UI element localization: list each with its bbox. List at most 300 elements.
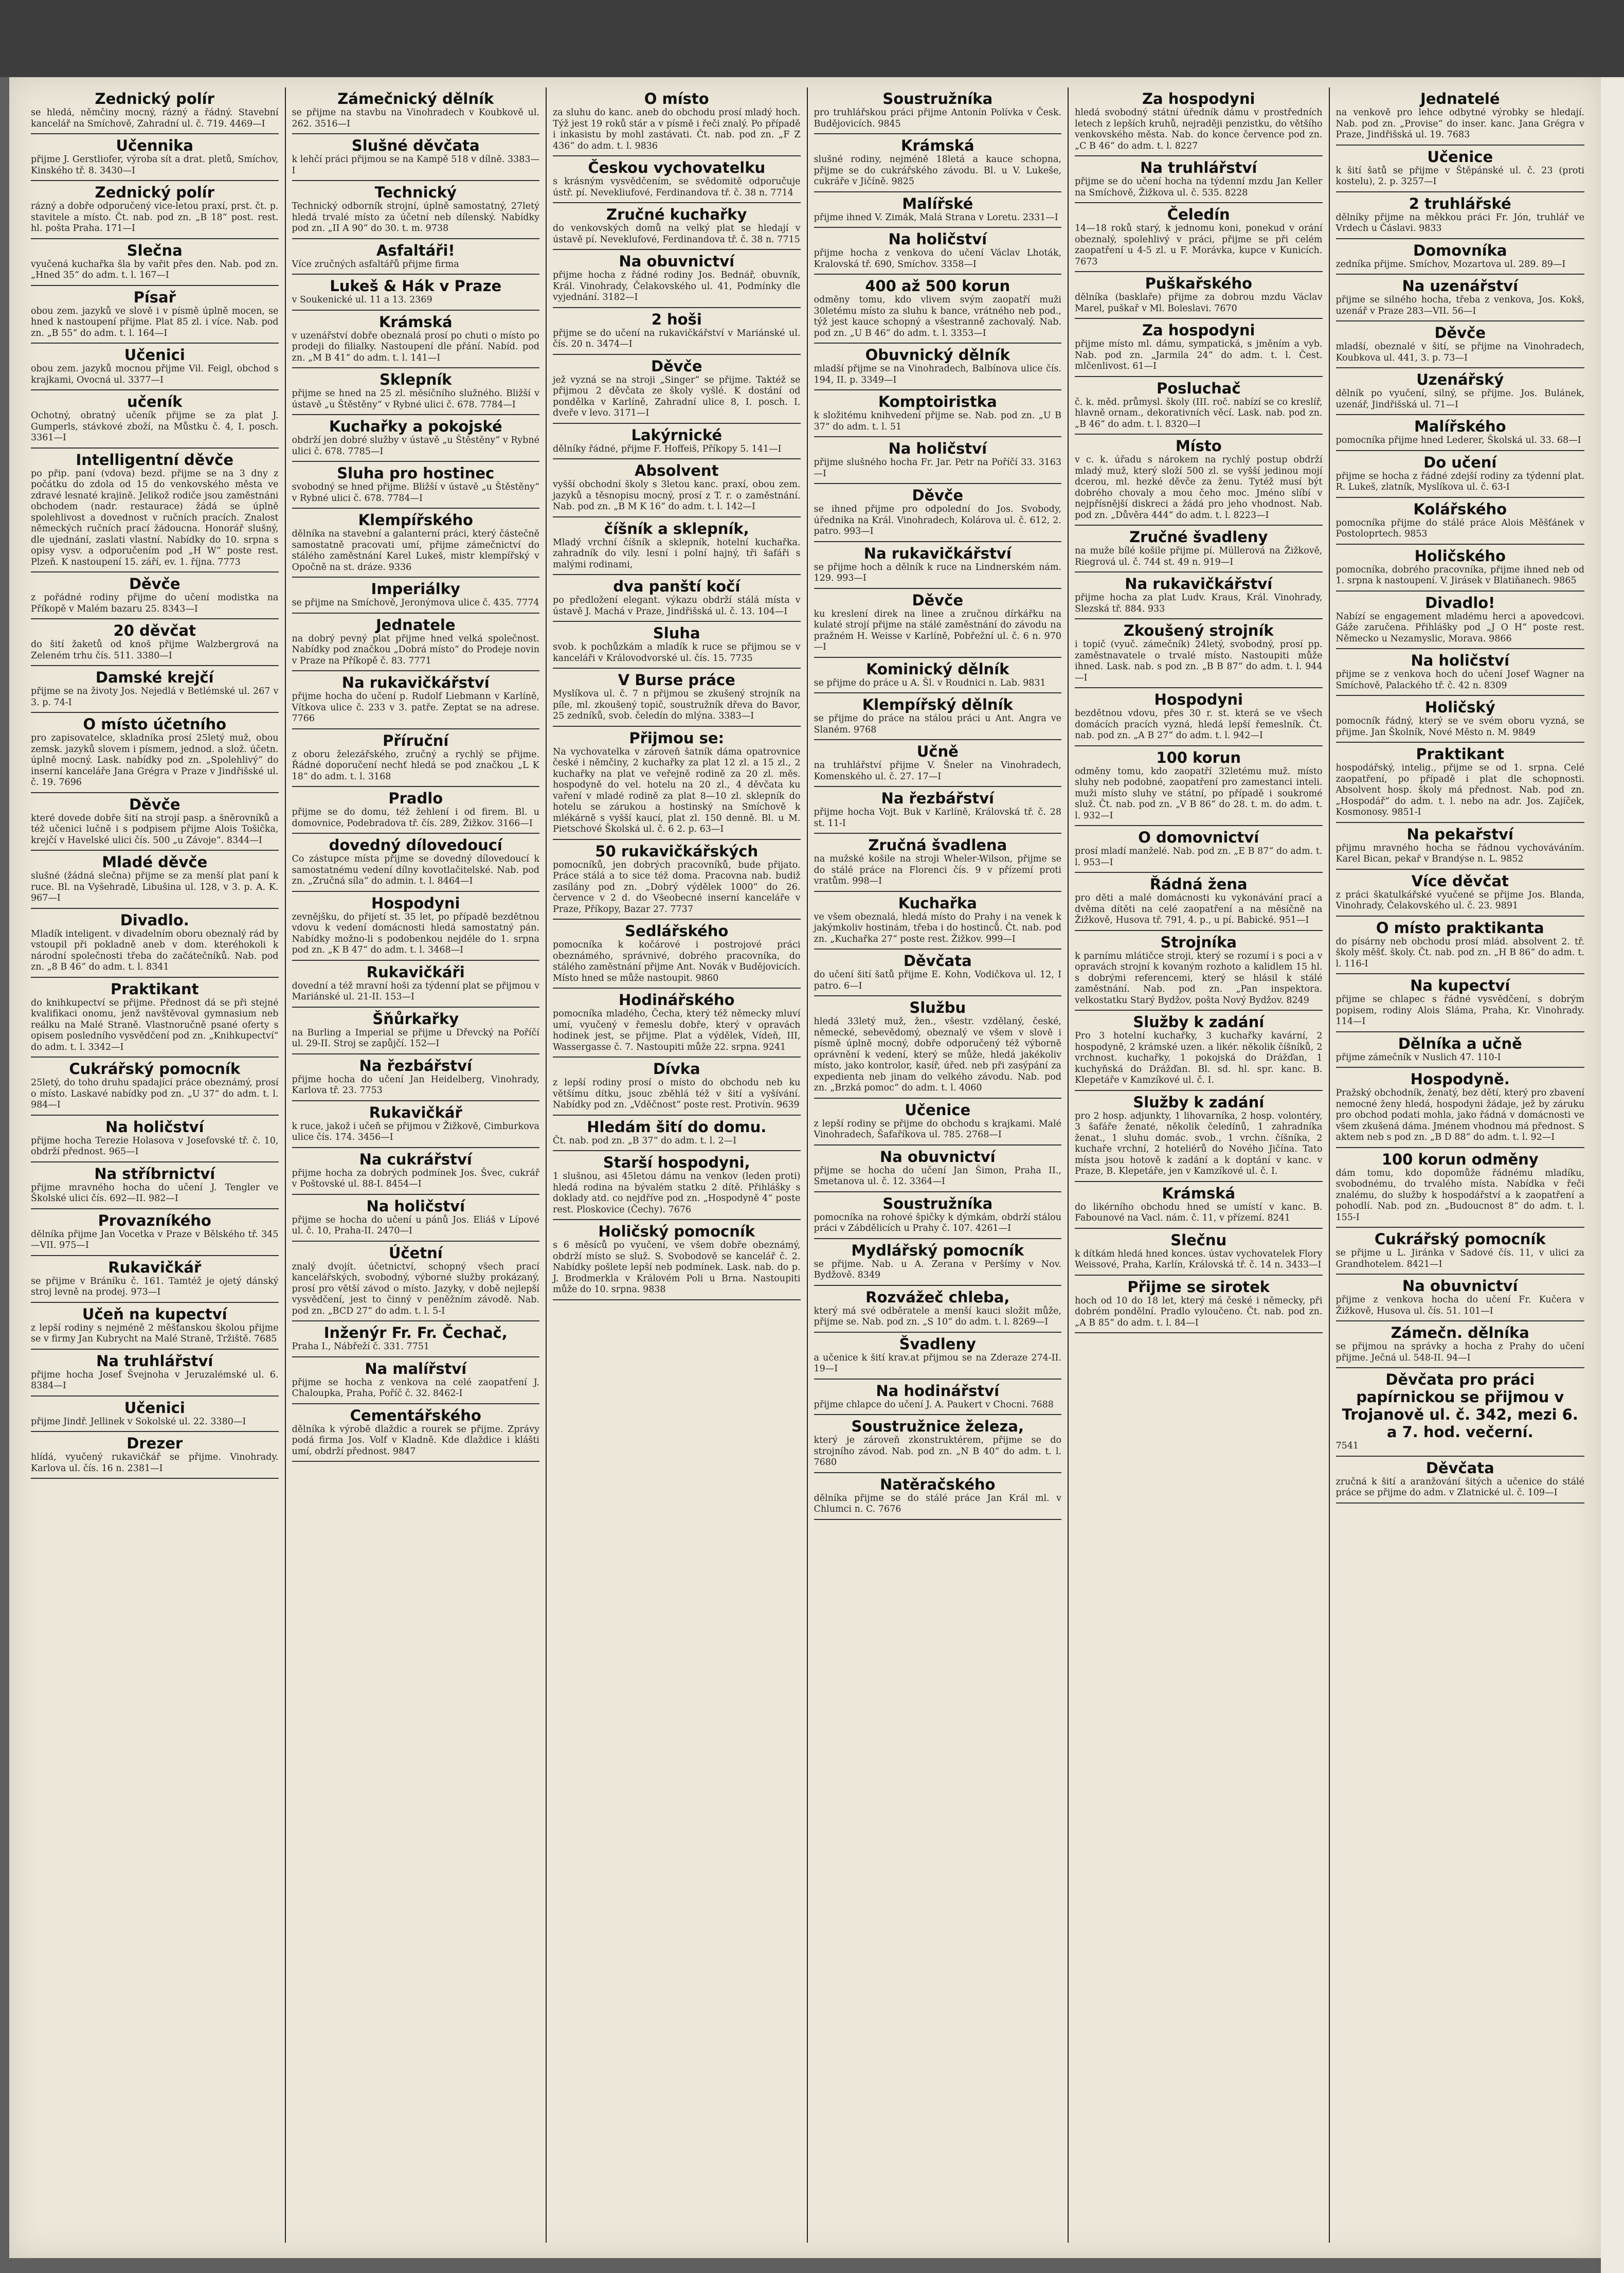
classified-ad xyxy=(1075,156,1323,203)
adjacent-page-edge xyxy=(1601,77,1624,2273)
ad-body: k parnímu mlátičce stroji, který se rozumí i s poci a v opravách strojní k kovaným rozhoto a kalidlem 15 hl. s dobrými referencemi, který se hlásil k stálé zaměstnání. Nab. pod zn. „Pan inspektora. velkostatku Starý Bydžov, pošta Nový Bydžov. 8249 xyxy=(1075,951,1323,1006)
classified-ad xyxy=(1075,931,1323,1011)
ad-heading: O domovnictví xyxy=(1138,829,1259,846)
ad-heading: dva panští kočí xyxy=(613,578,741,595)
ad-body: dělníka (basklaře) přijme za dobrou mzdu Václav Marel, puškař v Ml. Boleslavi. 7670 xyxy=(1075,292,1323,314)
ad-body: přijme se do učení hocha na týdenní mzdu Jan Keller na Smíchově, Žižkova ul. č. 535. 8228 xyxy=(1075,176,1323,198)
classified-ad xyxy=(1336,239,1585,275)
classified-ad xyxy=(1336,743,1585,823)
classified-ad xyxy=(1075,435,1323,526)
ad-heading: Na holičství xyxy=(105,1118,204,1136)
classified-ad xyxy=(31,572,279,619)
ad-body: vyučená kuchařka šla by vařit přes den. Nab. pod zn. „Hned 35“ do adm. t. l. 167—I xyxy=(31,259,279,280)
ad-heading: Strojníka xyxy=(1160,933,1237,951)
classified-ad xyxy=(553,459,801,517)
ad-body: který má své odběratele a menší kauci složit může, přijme se. Nab. pod zn. „S 10“ do adm. t. l. 8269—I xyxy=(814,1305,1061,1327)
classified-ad xyxy=(1336,192,1585,239)
ad-heading: Učenice xyxy=(905,1101,971,1119)
ad-heading: Na řezbářství xyxy=(359,1057,472,1075)
ad-heading: Českou vychovatelku xyxy=(588,159,766,176)
ad-heading: Sluha xyxy=(653,624,700,642)
ad-heading: Na truhlářství xyxy=(96,1352,213,1370)
ad-body: z lepší rodiny se přijme do obchodu s krajkami. Malé Vinohradech, Šafaříkova ul. 785. 2768—I xyxy=(814,1118,1061,1140)
ad-body: hoch od 10 do 18 let, který má české i německy, při dobrém pondělní. Pradlo vyloučeno. Čt. nab. pod zn. „A B 85“ do adm. t. l. 84—I xyxy=(1075,1295,1323,1328)
classified-ad xyxy=(292,961,540,1008)
ad-body: na dobrý pevný plat přijme hned velká společnost. Nabídky pod značkou „Dobrá místo“ do Prodeje novin v Praze na Příkopě č. 83. 7771 xyxy=(292,633,539,666)
classified-ad xyxy=(553,727,801,840)
ad-body: dělníka přijme Jan Vocetka v Praze v Bělského tř. 345—VII. 975—I xyxy=(31,1229,279,1250)
ad-body: se hledá, němčiny mocný, rázný a řádný. Stavební kancelář na Smíchově, Zahradní ul. č. 719. 4469—I xyxy=(31,108,279,129)
ad-heading: dovedný dílovedoucí xyxy=(329,836,502,854)
ad-body: vyšší obchodní školy s 3letou kanc. praxí, obou zem. jazyků a těsnopisu mocný, prosí z T. r. o zaměstnání. Nab. pod zn. „B M K 16“ do adm. t. l. 142—I xyxy=(553,479,801,512)
ad-heading: Řádná žena xyxy=(1149,875,1248,893)
ad-heading: Učenici xyxy=(124,346,185,364)
ad-body: obou zem. jazyků ve slově i v písmě úplně mocen, se hned k nastoupení přijme. Plat 85 zl. i více. Nab. pod zn. „B 55“ do adm. t. l. 164—I xyxy=(31,306,279,338)
classified-ad xyxy=(292,239,540,275)
ad-body: Více zručných asfaltářů přijme firma xyxy=(292,259,459,270)
ad-body: z pořádné rodiny přijme do učení modistka na Příkopě v Malém bazaru 25. 8343—I xyxy=(31,593,279,614)
classified-ad xyxy=(814,275,1062,344)
ad-body: přijme se hocha z řádné zdejší rodiny za týdenní plat. R. Lukeš, zlatník, Myslíkova ul. č. 63-I xyxy=(1336,471,1584,492)
ad-body: dělníka přijme se do stálé práce Jan Král ml. v Chlumci n. C. 7676 xyxy=(814,1493,1061,1514)
ad-body: se přijme. Nab. u A. Zerana v Peršímy v Nov. Bydžově. 8349 xyxy=(814,1259,1061,1280)
ad-heading: Děvče xyxy=(651,357,702,375)
ad-body: přijme hocha za dobrých podmínek Jos. Švec, cukrář v Poštovské ul. 88-I. 8454—I xyxy=(292,1168,539,1189)
ad-body: ve všem obeznalá, hledá místo do Prahy i na venek k jakýmkoliv hostinám, třeba i do hostinců. Čt. nab. pod zn. „Kuchařka 27“ poste rest. Žižkov. 999—I xyxy=(814,911,1061,944)
classified-ad xyxy=(1075,87,1323,156)
ad-heading: Šňůrkařky xyxy=(372,1010,459,1028)
classified-ad xyxy=(1336,974,1585,1032)
ad-heading: Na malířství xyxy=(365,1359,467,1377)
ad-body: dělníky přijme na měkkou práci Fr. Jón, truhlář ve Vrdech u Čáslavi. 9833 xyxy=(1336,212,1584,234)
ad-body: Myslíkova ul. č. 7 n přijmou se zkušený strojník na píle, ml. zkoušený topič, soustružník dřeva do Bavor, 25 zedníků, svob. čeledín do mlýna. 3383—I xyxy=(553,689,801,721)
classified-ad xyxy=(553,156,801,203)
ad-body: pro děti a malé domácnosti ku vykonávání prací a dvěma dítěti na celé zaopatření a na měsíčně na Žižkově, Husova tř. 791, 4. p., u pí. Babické. 951—I xyxy=(1075,893,1323,925)
ad-body: bezdětnou vdovu, přes 30 r. st. která se ve všech domácích pracích vyzná, hledá lepší řemeslník. Čt. nab. pod zn. „A B 27“ do adm. t. l. 942—I xyxy=(1075,708,1323,741)
ad-heading: Slečna xyxy=(127,241,183,259)
ad-heading: Na řezbářství xyxy=(881,790,994,807)
ad-heading: Přijmou se: xyxy=(629,729,725,747)
ad-heading: Více děvčat xyxy=(1411,872,1509,890)
ad-heading: Lukeš & Hák v Praze xyxy=(330,277,502,295)
ad-heading: Hospodyně. xyxy=(1410,1070,1510,1088)
ad-heading: Drezer xyxy=(127,1435,183,1452)
ad-body: přijme J. Gerstliofer, výroba sít a drat. pletů, Smíchov, Kinského tř. 8. 3430—I xyxy=(31,154,279,176)
ad-body: odměny tomu, kdo zaopatří 32letému muž. místo sluhy neb podobné, zaopatření pro zamestanci inteli. muži místo sluhy ve státní, po případě i soukromé služ. Čt. nab. pod zn. „V B 86“ do 28. t. m. do adm. t. l. 932—I xyxy=(1075,766,1323,821)
ad-heading: Místo xyxy=(1175,437,1222,455)
ad-body: přijme zámečník v Nuslich 47. 110-I xyxy=(1336,1052,1501,1063)
ad-body: v uzenářství dobře obeznalá prosí po chuti o místo po prodeji do filialky. Nastoupení dle přání. Nabíd. pod zn. „M B 41“ do adm. t. l. 141—I xyxy=(292,330,539,363)
ad-body: z oboru železářského, zručný a rychlý se přijme. Řádné doporučení nechť hledá se pod značkou „L K 18“ do adm. t. l. 3168 xyxy=(292,749,539,782)
ad-body: se přijmou na správky a hocha z Prahy do učení přijme. Ječná ul. 548-II. 94—I xyxy=(1336,1341,1584,1363)
classified-ad xyxy=(292,787,540,834)
ad-heading: Na holičství xyxy=(366,1197,465,1215)
ad-body: k lehčí práci přijmou se na Kampě 518 v dílně. 3383—I xyxy=(292,154,539,176)
ad-heading: Přijme se sirotek xyxy=(1127,1278,1270,1296)
ad-body: Mladý vrchní číšník a sklepník, hotelní kuchařka. zahradník do vily. lesní i polní hajný, tři šafáři s malými rodinami, xyxy=(553,537,801,570)
ad-body: svobodný se hned přijme. Bližší v ústavě „u Štěstěny“ v Rybné ulici č. 678. 7784—I xyxy=(292,482,539,504)
classified-ad xyxy=(1075,746,1323,827)
classified-ad xyxy=(1336,1148,1585,1228)
classified-ad xyxy=(814,542,1062,589)
classified-ad xyxy=(1075,1276,1323,1334)
classified-ad xyxy=(31,390,279,449)
ad-body: dělník po vyučení, silný, se přijme. Jos. Bulánek, uzenář, Jindřišská ul. 71—I xyxy=(1336,388,1584,410)
ad-body: mladší přijme se na Vinohradech, Balbínova ulice čís. 194, II. p. 3349—I xyxy=(814,364,1061,385)
classified-ad xyxy=(1336,368,1585,415)
ad-body: do učení šití šatů přijme E. Kohn, Vodičkova ul. 12, I patro. 6—I xyxy=(814,970,1061,991)
ad-body: přijme se hocha do učení u pánů Jos. Eliáš v Lípové ul. č. 10, Praha-II. 2470—I xyxy=(292,1214,539,1236)
ad-heading: Divadlo. xyxy=(120,911,189,929)
ad-body: zručná k šití a aranžování šitých a učenice do stálé práce se přijme do adm. v Zlatnické ul. č. 109—I xyxy=(1336,1476,1584,1498)
classified-ad xyxy=(31,1432,279,1479)
ad-heading: Obuvnický dělník xyxy=(865,346,1010,364)
classified-ad xyxy=(31,666,279,713)
ad-body: hledá 33letý muž, žen., všestr. vzdělaný, české, německé, sebevědomý, obeznalý ve všem v slově i písmě úplně mocný, dobře odporučený též výborně oprávnění k vedení, který se může, hledá jakékoliv místo, jako kontrolor, kasíř, úřed. neb při zasýpání za expedienta neb jinam do velkého závodu. Nab. pod zn. „Brzká pomoc“ do adm. t. l. 4060 xyxy=(814,1016,1061,1093)
ad-body: s 6 měsíců po vyučení, ve všem dobře obeznámý, obdrží místo se služ. S. Svobodově se kancelář č. 2. Nabídky pošlete lepší neb podmínek. Lask. nab. do p. J. Brodmerkla v Královém Poli u Brna. Nastoupiti může do 10. srpna. 9838 xyxy=(553,1240,801,1295)
ad-body: Pro 3 hotelní kuchařky, 3 kuchařky kavární, 2 hospodyně, 2 krámské uzen. a likér. několik číšníků, 2 vrchnost. kuchařky, 1 pokojská do Drážďan, 1 kuchyňská do Drážďan. Bl. sd. hl. spr. kanc. B. Klepetáře v Kamzíkové ul. č. I. xyxy=(1075,1031,1323,1085)
classified-ad xyxy=(1075,1091,1323,1182)
classified-ad xyxy=(31,793,279,851)
ad-heading: 50 rukavičkářských xyxy=(595,842,759,860)
classified-ad xyxy=(1075,319,1323,377)
classified-ad xyxy=(814,134,1062,192)
classified-ad xyxy=(814,390,1062,437)
ad-heading: Dělníka a učně xyxy=(1398,1034,1522,1052)
classified-ad xyxy=(553,1116,801,1152)
ad-heading: Na obuvnictví xyxy=(1402,1277,1518,1295)
ad-heading: Hospodyni xyxy=(1154,691,1243,708)
ad-heading: Jednatelé xyxy=(1420,90,1500,108)
ad-heading: Soustružnice železa, xyxy=(851,1418,1024,1435)
classified-ad xyxy=(1336,823,1585,870)
classified-ad xyxy=(814,950,1062,996)
ad-body: k složitému knihvedení přijme se. Nab. pod zn. „U B 37“ do adm. t. l. 51 xyxy=(814,410,1061,432)
ad-heading: Učně xyxy=(916,743,959,760)
classified-ad xyxy=(814,787,1062,834)
ad-body: 7541 xyxy=(1336,1441,1359,1451)
classified-ad xyxy=(553,1151,801,1220)
ad-heading: 100 korun odměny xyxy=(1381,1150,1539,1168)
classified-ad xyxy=(292,578,540,614)
classified-ad xyxy=(1336,870,1585,917)
ad-body: pomocníka mladého, Čecha, který též německy mluví umí, vyučený v řemeslu dobře, který v opravách hodinek jest, se přijme. Plat a výdělek, Vídeň, III, Wassergasse č. 7. Nastoupiti může 22. srpna. 9241 xyxy=(553,1009,801,1052)
classified-ad xyxy=(1336,321,1585,368)
ad-body: pomocníka na rohové špičky k dýmkám, obdrží stálou práci v Zábdělicích u Prahy č. 107. 4261—I xyxy=(814,1212,1061,1233)
ad-heading: Za hospodyni xyxy=(1142,90,1255,108)
ad-heading: 20 děvčat xyxy=(113,622,196,639)
ad-body: ku kreslení direk na linee a zručnou dírkářku na kulaté strojí přijme na stálé zaměstnání do závodu na pražném H. Weisse v Karlíně, Pobřežní ul. č. 6 n. 970—I xyxy=(814,608,1061,652)
ad-body: Praha I., Nábřeží č. 331. 7751 xyxy=(292,1341,429,1352)
classified-ad xyxy=(31,1162,279,1209)
ad-heading: Děvče xyxy=(1434,324,1486,342)
ad-heading: Zručné kuchařky xyxy=(606,206,747,223)
classified-ad xyxy=(1336,592,1585,650)
classified-ad xyxy=(553,517,801,576)
ad-heading: Klempířského xyxy=(358,511,473,529)
ad-heading: Učenici xyxy=(124,1399,185,1417)
ad-heading: Rukavičkář xyxy=(108,1258,202,1276)
classified-ad xyxy=(292,134,540,181)
ad-body: které dovede dobře šití na strojí pasp. a šněrovníků a též učenici lučně i s podpisem přijme Alois Tošička, krejčí v Havelské ulici čís. 500 „u Závoje“. 8344—I xyxy=(31,813,279,846)
classified-ad xyxy=(31,1350,279,1397)
ad-heading: Malířské xyxy=(902,194,973,212)
classified-ad xyxy=(1075,1229,1323,1276)
ad-body: se přijme do práce na stálou práci u Ant. Angra ve Slaném. 9768 xyxy=(814,713,1061,735)
ad-body: 1 slušnou, asi 45letou dámu na venkov (leden proti) hledá rodina na bývalém statku 2 dítě. Přihlášky s doklady atd. co nejdříve pod zn. „Hospodyně 4“ poste rest. Ploskovice (Čechy). 7676 xyxy=(553,1171,801,1215)
ad-heading: Hodinářského xyxy=(619,991,735,1009)
ad-body: se přijme u L. Jiránka v Sadové čís. 11, v ulici za Grandhotelem. 8421—I xyxy=(1336,1248,1584,1269)
classified-ad xyxy=(292,1148,540,1195)
ad-body: do venkovských domů na velký plat se hledají v ústavě pí. Neveklufové, Ferdinandova tř. č. 38 n. 7715 xyxy=(553,223,801,245)
ad-heading: Pradlo xyxy=(388,790,443,807)
ad-heading: Kuchařky a pokojské xyxy=(329,418,502,435)
ad-body: po přip. paní (vdova) bezd. přijme se na 3 dny z počátku do zdola od 15 do venkovského města ve zdravé lesnaté krajině. Jelikož rodiče jsou zaměstnáni obchodem (nadr. restaurace) žádá se úplně spolehlivost a dovednost v ručních pracích. Znalost německých ručních prací žádoucna. Honorář slušný, dle ujednání, zaslati vlastní. Nabídky do 10. srpna s opisy vysv. a odporučením pod „H W“ poste rest. Plzeň. K nastoupení 15. září, ev. 1. října. 7773 xyxy=(31,468,279,567)
ad-heading: Dívka xyxy=(653,1060,700,1078)
ad-body: a učenice k šití krav.at přijmou se na Zderaze 274-II. 19—I xyxy=(814,1352,1061,1374)
ad-heading: Kuchařka xyxy=(898,894,977,912)
ad-heading: Na uzenářství xyxy=(1402,277,1519,295)
classified-ad xyxy=(292,892,540,961)
classified-ad xyxy=(1336,917,1585,975)
ad-body: obou zem. jazyků mocnou přijme Vil. Feigl, obchod s krajkami, Ovocná ul. 3377—I xyxy=(31,364,279,385)
ad-heading: Děvče xyxy=(129,795,181,813)
ad-body: dělníka k výrobě dlaždic a rourek se přijme. Zprávy podá firma Jos. Volf v Kladně. Kde dlaždice i klášti umí, obdrží přednost. 9847 xyxy=(292,1424,539,1457)
ad-heading: Imperiálky xyxy=(371,580,460,598)
ad-body: přijme hocha za plat Ludv. Kraus, Král. Vinohrady, Slezská tř. 884. 933 xyxy=(1075,593,1323,614)
classified-ad xyxy=(31,286,279,344)
ad-heading: Divadlo! xyxy=(1425,594,1495,612)
classified-ad xyxy=(31,1209,279,1256)
ad-heading: Na hodinářství xyxy=(876,1382,1000,1400)
ad-heading: Rukavičkáři xyxy=(366,963,465,981)
classified-ad xyxy=(814,658,1062,694)
classified-ad xyxy=(1336,146,1585,192)
classified-ad xyxy=(292,462,540,509)
classified-ad xyxy=(1336,1228,1585,1275)
ad-body: přijme chlapce do učení J. A. Paukert v Chocni. 7688 xyxy=(814,1399,1054,1410)
classified-ad xyxy=(1075,203,1323,272)
ad-heading: Hospodyni xyxy=(371,894,460,912)
ad-heading: Praktikant xyxy=(1416,745,1505,763)
ad-body: do likérního obchodu hned se umístí v kanc. B. Fabounové na Vacl. nám. č. 11, v přízemí. 8241 xyxy=(1075,1202,1323,1223)
ad-body: dělníka na stavební a galanterní práci, který částečně samostatně pracovati umí, přijme zámečnictví do stálého zaměstnání Karel Lukeš, mistr klempířský v Opočně na st. dráze. 9336 xyxy=(292,529,539,572)
classified-ad xyxy=(814,589,1062,658)
classified-ad xyxy=(1336,451,1585,498)
ad-body: pomocníka k kočárové i postrojové práci obeznámého, správnivé, dobrého pracovníka, do stálého zaměstnání přijme Ant. Novák v Budějovicích. Místo hned se může nastoupit. 9860 xyxy=(553,940,801,983)
ad-body: Nabízí se engagement mladému herci a apovedcovi. Gáže zaručena. Přihlášky pod „J O H“ poste rest. Německo u Nezamyslic, Morava. 9866 xyxy=(1336,611,1584,644)
ad-heading: Zednický polír xyxy=(95,184,214,201)
classified-ad xyxy=(31,978,279,1058)
ad-heading: Za hospodyni xyxy=(1142,321,1255,339)
ad-body: z lepší rodiny prosí o místo do obchodu neb ku většímu dítku, jsouc zběhlá též v šití a vyšívání. Nabídky pod zn. „Vděčnost“ poste rest. Protivín. 9639 xyxy=(553,1078,801,1110)
classified-ad xyxy=(814,892,1062,950)
ad-body: který je zároveň zkonstruktérem, přijme se do strojního závod. Nab. pod zn. „N B 40“ do adm. t. l. 7680 xyxy=(814,1435,1061,1467)
ad-heading: O místo xyxy=(644,90,709,108)
classified-ad xyxy=(553,355,801,424)
ad-body: se ihned přijme pro odpolední do Jos. Svobody, úřednika na Král. Vinohradech, Kolárova ul. č. 612, 2. patro. 993—I xyxy=(814,504,1061,536)
ad-body: odměny tomu, kdo vlivem svým zaopatří muži 30letému místo za sluhu k bance, vrátného neb pod., týž jest kauce schopný a všestranně zachovalý. Nab. pod zn. „U B 46“ do adm. t. l. 3353—I xyxy=(814,295,1061,338)
ad-body: na Burling a Imperial se přijme u Dřevcký na Poříčí ul. 29-II. Stroj se zapůjčí. 152—I xyxy=(292,1027,539,1049)
ad-heading: Absolvent xyxy=(635,462,719,479)
ad-body: se přijme na Smíchově, Jeronýmova ulice č. 435. 7774 xyxy=(292,598,539,608)
ad-body: přijme z venkova hocha do učení Fr. Kučera v Žižkově, Husova ul. čís. 51. 101—I xyxy=(1336,1295,1584,1316)
ad-body: se přijme na stavbu na Vinohradech v Koubkově ul. 262. 3516—I xyxy=(292,108,539,129)
classified-ad xyxy=(292,1242,540,1322)
ad-body: přijme se chlapec s řádné vysvědčení, s dobrým popisem, rodiny Alois Sláma, Praha, Kr. Vinohrady. 114—I xyxy=(1336,994,1584,1027)
classified-ad xyxy=(292,1321,540,1357)
ad-heading: Učenice xyxy=(1427,148,1493,166)
ad-heading: Holičský xyxy=(1424,699,1495,716)
ad-body: přijme se do učení na rukavičkářství v Mariánské ul. čís. 20 n. 3474—I xyxy=(553,328,801,349)
ad-heading: Zámečnický dělník xyxy=(337,90,494,108)
ad-body: Co zástupce místa přijme se dovedný dílovedoucí k samostatnému vedení dílny kovotlačitelské. Nab. pod zn. „Zručná síla“ do admin. t. l. 8464—I xyxy=(292,854,539,886)
classified-ad xyxy=(292,415,540,462)
ad-heading: Sklepník xyxy=(380,371,452,388)
classified-ad xyxy=(292,509,540,578)
ad-body: rázný a dobře odporučený vice-letou praxí, prst. čt. p. stavitele a místo. Čt. nab. pod zn. „B 18“ post. rest. hl. pošta Praha. 171—I xyxy=(31,201,279,234)
ad-heading: Intelligentní děvče xyxy=(76,451,234,469)
ad-heading: Na obuvnictví xyxy=(619,253,735,270)
ad-body: jež vyzná se na stroji „Singer“ se přijme. Taktéž se přijmou 2 děvčata ze školy vyšlé. K dostání od pondělka v Karlíně, Zahradní ulice 8, I. posch. I. dveře v levo. 3171—I xyxy=(553,374,801,418)
ad-heading: Na rukavičkářství xyxy=(1125,575,1273,593)
ad-heading: Holičského xyxy=(1414,547,1506,565)
ad-heading: Cukrářský pomocník xyxy=(69,1060,241,1078)
classified-ad xyxy=(1075,688,1323,746)
ad-body: dělníky řádné, přijme F. Hoffeiš, Příkopy 5. 141—I xyxy=(553,443,782,454)
ad-body: obdrží jen dobré služby v ústavě „u Štěstěny“ v Rybné ulici č. 678. 7785—I xyxy=(292,435,539,457)
ad-heading: Slušné děvčata xyxy=(351,137,480,154)
classified-ad xyxy=(1336,1275,1585,1321)
classified-ad xyxy=(1075,826,1323,873)
ad-heading: Mydlářský pomocník xyxy=(851,1241,1024,1259)
classified-ad xyxy=(31,1058,279,1116)
ad-body: pomocníka přijme do stálé práce Alois Měšťánek v Postoloprtech. 9853 xyxy=(1336,517,1584,539)
ad-body: přijme ihned V. Zimák, Malá Strana v Loretu. 2331—I xyxy=(814,212,1058,223)
classified-ad xyxy=(814,1239,1062,1286)
ad-body: dovední a též mravní hoši za týdenní plat se přijmou v Mariánské ul. 21-II. 153—I xyxy=(292,980,539,1002)
ad-heading: Damské krejčí xyxy=(95,669,214,686)
ad-body: k dítkám hledá hned konces. ústav vychovatelek Flory Weissové, Praha, Karlín, Královská tř. č. 14 n. 3433—I xyxy=(1075,1248,1323,1270)
ad-heading: číšník a sklepník, xyxy=(604,520,749,538)
column-3 xyxy=(547,87,808,2243)
classified-ad xyxy=(31,344,279,390)
ad-heading: Zámečn. dělníka xyxy=(1391,1324,1529,1341)
classified-ad xyxy=(1336,275,1585,321)
ad-heading: Učeň na kupectví xyxy=(82,1305,227,1323)
ad-heading: 2 hoši xyxy=(651,310,702,328)
ad-heading: Příruční xyxy=(383,731,449,749)
ad-body: dám tomu, kdo dopomůže řádnému mladíku, svobodnému, do trvalého místa. Nabídka v řeči znalému, do služby k hospodářství a k zaopatření a pohodlí. Nab. pod zn. „Budoucnost 8“ do adm. t. l. 155-I xyxy=(1336,1168,1584,1223)
classified-ad xyxy=(292,275,540,311)
ad-heading: Děvčata xyxy=(903,952,972,970)
ad-body: i topič (vyuč. zámečník) 24letý, svobodný, prosí pp. zaměstnavatele o trvalé místo. Nastoupiti může ihned. Lask. nab. s pod zn. „B B 87“ do adm. t. l. 944—I xyxy=(1075,639,1323,683)
classified-ad xyxy=(553,424,801,460)
classified-ad xyxy=(31,713,279,793)
ad-heading: Děvče xyxy=(912,591,963,609)
ad-heading: Komptoiristka xyxy=(878,393,997,410)
ad-body: č. k. měd. průmysl. školy (III. roč. nabízí se co kreslíř, hlavně ornam., dekorativních věcí. Lask. nab. pod zn. „B 46“ do adm. t. l. 8320—I xyxy=(1075,397,1323,429)
ad-body: do šití žaketů od knoš přijme Walzbergrová na Zeleném trhu čís. 511. 3380—I xyxy=(31,639,279,661)
classified-ad xyxy=(1075,272,1323,319)
ad-heading: Sluha pro hostinec xyxy=(337,464,495,482)
ad-heading: Rukavičkář xyxy=(369,1103,462,1121)
classified-ad xyxy=(1075,1182,1323,1229)
classified-ad xyxy=(1336,415,1585,451)
classified-ad xyxy=(553,920,801,989)
ad-body: mladší, obeznalé v šití, se přijme na Vinohradech, Koubkova ul. 441, 3. p. 73—I xyxy=(1336,342,1584,363)
scan-background-top xyxy=(0,0,1624,77)
classified-ad xyxy=(31,239,279,286)
ad-body: hospodářský, intelig., přijme se od 1. srpna. Celé zaopatření, po případě i plat dle schopnosti. Absolvent hosp. školy má přednost. Nab. pod zn. „Hospodář“ do adm. t. l. nebo na adr. Jos. Zajíček, Kosmonosy. 9851-I xyxy=(1336,763,1584,817)
ad-body: přijme hocha z řádné rodiny Jos. Bednář, obuvník, Král. Vinohrady, Čelakovského ul. 41, Podmínky dle vyjednání. 3182—I xyxy=(553,270,801,302)
ad-heading: Na kupectví xyxy=(1410,977,1510,994)
classified-ad xyxy=(1075,873,1323,931)
ad-heading: 100 korun xyxy=(1156,748,1241,766)
ad-body: přijme hocha do učení p. Rudolf Liebmann v Karlíně, Vítkova ulice č. 233 v 3. patře. Zeptat se na adrese. 7766 xyxy=(292,691,539,724)
column-1 xyxy=(25,87,286,2243)
classified-ad xyxy=(1336,1457,1585,1504)
classified-ad xyxy=(292,1404,540,1462)
ad-body: přijme hocha z venkova do učení Václav Lhoták, Kralovská tř. 690, Smíchov. 3358—I xyxy=(814,248,1061,270)
ad-body: do písárny neb obchodu prosí mlád. absolvent 2. tř. školy měšť. školy. Čt. nab. pod zn. „H B 86“ do adm. t. l. 116-I xyxy=(1336,936,1584,969)
ad-heading: Cukrářský pomocník xyxy=(1374,1230,1546,1248)
ad-heading: Cementářského xyxy=(350,1406,481,1424)
classified-ad xyxy=(814,1146,1062,1192)
ad-body: svob. k pochůzkám a mladík k ruce se přijmou se v kanceláři v Královodvorské ul. čís. 15. 7735 xyxy=(553,642,801,664)
ad-body: zevnějšku, do přijetí st. 35 let, po případě bezdětnou vdovu k vedení domácnosti hledá samostatný pán. Nabídky možno-li s podobenkou nejdéle do 1. srpna pod zn. „K B 47“ do adm. t. l. 3468—I xyxy=(292,911,539,955)
classified-ad xyxy=(292,729,540,788)
classified-ad xyxy=(553,1058,801,1116)
ad-body: na truhlářství přijme V. Šneler na Vinohradech, Komenského ul. č. 27. 17—I xyxy=(814,760,1061,782)
classified-ad xyxy=(1336,1032,1585,1068)
ad-heading: Do učení xyxy=(1423,453,1497,471)
classified-ad xyxy=(1075,526,1323,572)
classified-ad xyxy=(553,1220,801,1300)
ad-body: přijme hocha Vojt. Buk v Karlíně, Královská tř. č. 28 st. 11-I xyxy=(814,807,1061,829)
ad-heading: Účetní xyxy=(388,1244,443,1262)
classified-ad xyxy=(31,1397,279,1433)
ad-body: v c. k. úřadu s nárokem na rychlý postup obdrží mladý muž, který složí 500 zl. se vyšší jedinou mojí dcerou, ml. hezké děvče za ženu. Tytéž musí být dobrého chovaly a mou čeho moc. Jméno slíbí v nejpřísnější diskreci a žádá pro jeho vhodnost. Nab. pod zn. „Důvěra 444“ do adm. t. l. 8223—I xyxy=(1075,455,1323,521)
ad-heading: Služby k zadání xyxy=(1133,1093,1265,1111)
classified-ad xyxy=(31,619,279,666)
ad-body: přijme Jindř. Jellinek v Sokolské ul. 22. 3380—I xyxy=(31,1416,246,1427)
ad-body: Čt. nab. pod zn. „B 37“ do adm. t. l. 2—I xyxy=(553,1135,737,1146)
ad-heading: Na obuvnictví xyxy=(879,1148,996,1166)
ad-heading: Službu xyxy=(909,999,966,1016)
classified-ad xyxy=(814,87,1062,134)
ad-heading: Zkoušený strojník xyxy=(1123,622,1274,639)
ad-heading: O místo praktikanta xyxy=(1376,919,1544,937)
ad-body: v Soukenické ul. 11 a 13. 2369 xyxy=(292,295,432,305)
ad-heading: Děvčata xyxy=(1425,1459,1494,1477)
ad-body: na mužské košile na stroji Wheler-Wilson, přijme se do stálé práce na Florenci čís. 9 v přízemí proti vratům. 998—I xyxy=(814,854,1061,886)
ad-heading: Inženýr Fr. Fr. Čechač, xyxy=(323,1324,508,1341)
ad-body: pro zapisovatelce, skladníka prosí 25letý muž, obou zemsk. jazyků slovem i písmem, jednod. a slož. účetn. úplně mocný. Lask. nabídky pod zn. „Spolehlivý“ do inserní kanceláře Jana Grégra v Praze v Jindřišské ul. č. 19. 7696 xyxy=(31,733,279,788)
classified-ad xyxy=(553,989,801,1058)
classified-ad xyxy=(553,203,801,250)
ad-heading: Natěračského xyxy=(880,1475,996,1493)
ad-heading: Soustružníka xyxy=(882,1194,993,1212)
classified-ad xyxy=(1336,1068,1585,1148)
classified-ad xyxy=(292,834,540,892)
ad-heading: Lakýrnické xyxy=(631,426,722,444)
ad-heading: Malířského xyxy=(1414,418,1506,435)
ad-body: přijme slušného hocha Fr. Jar. Petr na Poříčí 33. 3163—I xyxy=(814,457,1061,479)
ad-heading: Kominický dělník xyxy=(866,660,1009,678)
classified-ad xyxy=(814,740,1062,787)
ad-heading: Na pekařství xyxy=(1406,825,1513,843)
